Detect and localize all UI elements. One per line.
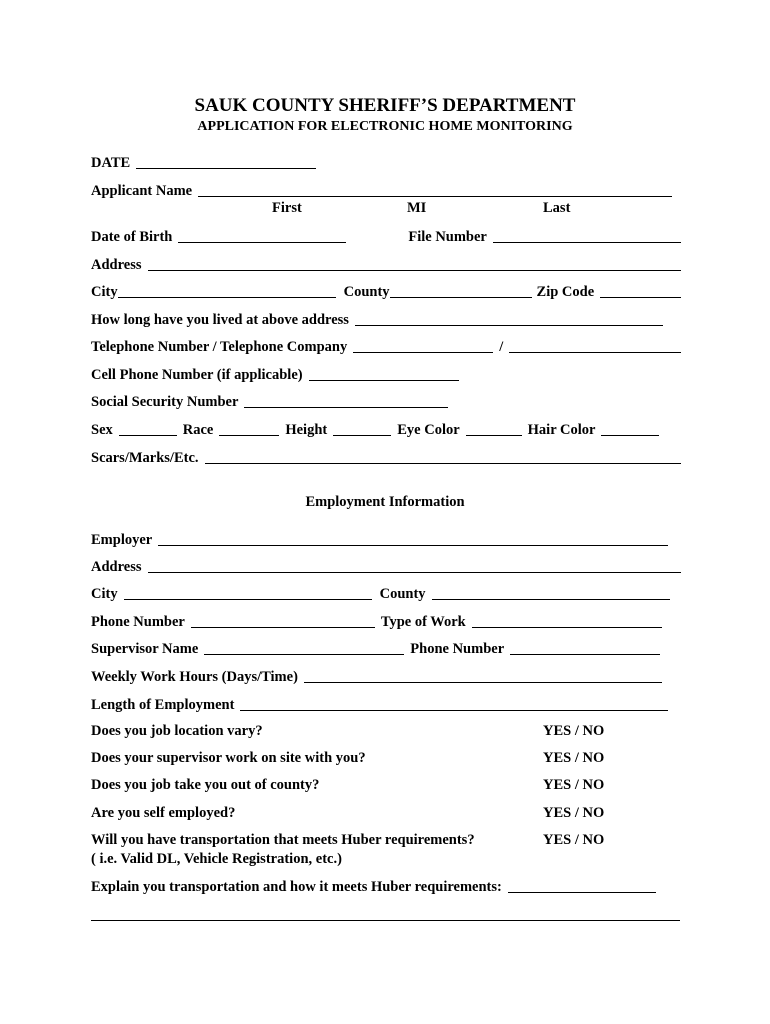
scars-field[interactable] — [205, 463, 681, 464]
employer-field[interactable] — [158, 545, 668, 546]
answer-transportation[interactable]: YES / NO — [543, 832, 605, 848]
telephone-row — [91, 338, 681, 356]
employer-address-label: Address — [91, 559, 142, 575]
cell-field[interactable] — [309, 380, 459, 381]
county-field[interactable] — [390, 297, 532, 298]
name-last-caption: Last — [543, 200, 571, 216]
name-first-caption: First — [272, 200, 302, 216]
address-field[interactable] — [148, 270, 682, 271]
question-self-employed: Are you self employed? — [91, 805, 236, 821]
question-job-location: Does you job location vary? — [91, 723, 263, 739]
race-label: Race — [182, 422, 214, 438]
how-long-row — [91, 311, 681, 329]
zip-field[interactable] — [600, 297, 681, 298]
name-mi-caption: MI — [407, 200, 427, 216]
race-field[interactable] — [219, 435, 279, 436]
transportation-note: ( i.e. Valid DL, Vehicle Registration, etc.) — [91, 851, 342, 867]
employer-address-field[interactable] — [148, 572, 682, 573]
eye-color-field[interactable] — [466, 435, 522, 436]
hair-color-field[interactable] — [601, 435, 659, 436]
length-row — [91, 696, 681, 714]
physical-description-row — [91, 421, 681, 439]
question-out-of-county: Does you job take you out of county? — [91, 777, 320, 793]
dob-field[interactable] — [178, 242, 346, 243]
supervisor-phone-label: Phone Number — [410, 641, 505, 657]
employment-section-title: Employment Information — [305, 494, 465, 510]
type-of-work-field[interactable] — [472, 627, 662, 628]
employer-city-label: City — [91, 586, 118, 602]
question-supervisor-onsite: Does your supervisor work on site with you? — [91, 750, 366, 766]
zip-label: Zip Code — [536, 284, 595, 300]
explain-row — [91, 878, 681, 896]
employer-county-label: County — [379, 586, 426, 602]
answer-out-of-county[interactable]: YES / NO — [543, 777, 605, 793]
scars-row — [91, 449, 681, 467]
explain-field[interactable] — [508, 892, 656, 893]
explain-continuation-line[interactable] — [91, 920, 680, 921]
form-title: SAUK COUNTY SHERIFF’S DEPARTMENT — [194, 95, 576, 116]
employer-city-field[interactable] — [124, 599, 372, 600]
dob-row — [91, 228, 681, 246]
city-county-zip-row — [91, 283, 681, 301]
length-field[interactable] — [240, 710, 668, 711]
eye-color-label: Eye Color — [397, 422, 460, 438]
ssn-row — [91, 393, 681, 411]
answer-supervisor-onsite[interactable]: YES / NO — [543, 750, 605, 766]
work-hours-label: Weekly Work Hours (Days/Time) — [91, 669, 298, 685]
how-long-label: How long have you lived at above address — [91, 312, 349, 328]
county-label: County — [343, 284, 390, 300]
supervisor-row — [91, 640, 681, 658]
file-number-field[interactable] — [493, 242, 681, 243]
dob-label: Date of Birth — [91, 229, 173, 245]
city-field[interactable] — [118, 297, 336, 298]
employer-row — [91, 531, 681, 549]
ssn-label: Social Security Number — [91, 394, 239, 410]
cell-row — [91, 366, 681, 384]
supervisor-field[interactable] — [204, 654, 404, 655]
telephone-number-field[interactable] — [353, 352, 493, 353]
employer-label: Employer — [91, 532, 153, 548]
supervisor-label: Supervisor Name — [91, 641, 199, 657]
telephone-company-field[interactable] — [509, 352, 681, 353]
employer-county-field[interactable] — [432, 599, 670, 600]
cell-label: Cell Phone Number (if applicable) — [91, 367, 303, 383]
date-label: DATE — [91, 155, 131, 171]
sex-field[interactable] — [119, 435, 177, 436]
form-subtitle: APPLICATION FOR ELECTRONIC HOME MONITORING — [197, 119, 573, 134]
employer-phone-row — [91, 613, 681, 631]
applicant-name-label: Applicant Name — [91, 183, 193, 199]
height-label: Height — [285, 422, 328, 438]
height-field[interactable] — [333, 435, 391, 436]
applicant-name-field[interactable] — [198, 196, 672, 197]
question-transportation: Will you have transportation that meets Huber requirements? — [91, 832, 475, 848]
work-hours-row — [91, 668, 681, 686]
telephone-slash: / — [499, 339, 504, 355]
address-row — [91, 256, 681, 274]
employer-city-row — [91, 585, 681, 603]
address-label: Address — [91, 257, 142, 273]
answer-job-location[interactable]: YES / NO — [543, 723, 605, 739]
work-hours-field[interactable] — [304, 682, 662, 683]
date-field[interactable] — [136, 168, 316, 169]
city-label: City — [91, 284, 118, 300]
employer-phone-label: Phone Number — [91, 614, 185, 630]
explain-label: Explain you transportation and how it meets Huber requirements: — [91, 879, 502, 895]
sex-label: Sex — [91, 422, 113, 438]
telephone-label: Telephone Number / Telephone Company — [91, 339, 348, 355]
hair-color-label: Hair Color — [527, 422, 596, 438]
ssn-field[interactable] — [244, 407, 448, 408]
length-label: Length of Employment — [91, 697, 235, 713]
employer-address-row — [91, 558, 681, 576]
employer-phone-field[interactable] — [191, 627, 375, 628]
date-row — [91, 154, 681, 172]
applicant-name-row — [91, 182, 681, 200]
scars-label: Scars/Marks/Etc. — [91, 450, 199, 466]
type-of-work-label: Type of Work — [380, 614, 466, 630]
file-number-label: File Number — [408, 229, 487, 245]
supervisor-phone-field[interactable] — [510, 654, 660, 655]
answer-self-employed[interactable]: YES / NO — [543, 805, 605, 821]
how-long-field[interactable] — [355, 325, 663, 326]
